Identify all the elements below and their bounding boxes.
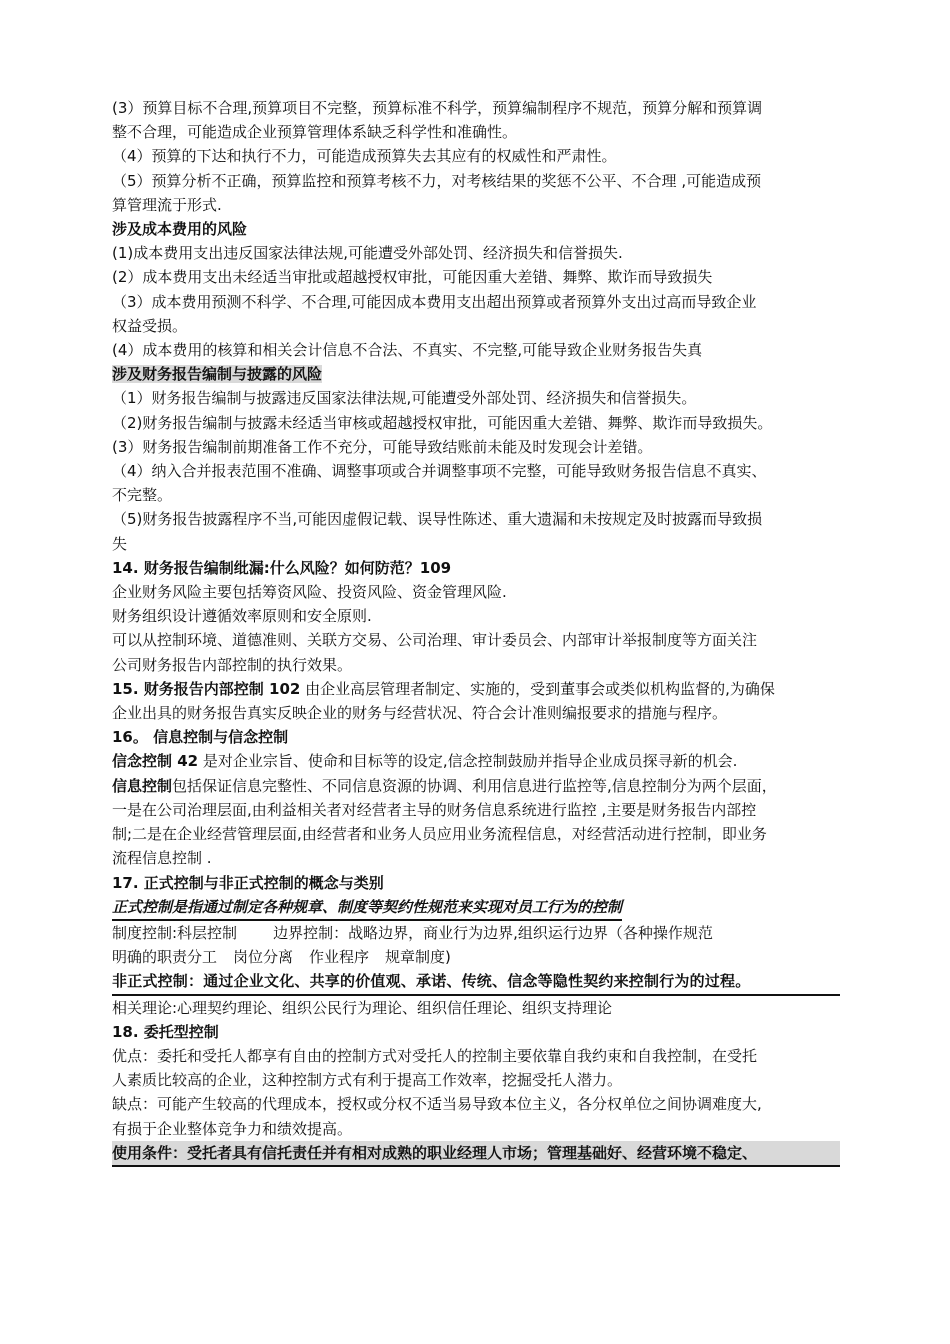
- report-risk-2: （2)财务报告编制与披露未经适当审核或超越授权审批，可能因重大差错、舞弊、欺诈而导致损失。: [112, 413, 773, 432]
- report-risk-4-line1: （4）纳入合并报表范围不准确、调整事项或合并调整事项不完整，可能导致财务报告信息不真实、: [112, 462, 767, 481]
- section-16-line5: 流程信息控制 .: [112, 849, 212, 868]
- duty-division: 明确的职责分工: [112, 948, 218, 967]
- section-14-line3: 可以从控制环境、道德准则、关联方交易、公司治理、审计委员会、内部审计举报制度等方面关注: [112, 631, 758, 650]
- section-16-line4: 制;二是在企业经营管理层面,由经营者和业务人员应用业务流程信息，对经营活动进行控制，即业务: [112, 825, 767, 844]
- info-control-term: 信息控制: [112, 776, 173, 795]
- section-14-heading: 14. 财务报告编制纰漏:什么风险？如何防范？109: [112, 558, 452, 577]
- report-risk-5-line1: （5)财务报告披露程序不当,可能因虚假记载、误导性陈述、重大遗漏和未按规定及时披露而导致损: [112, 510, 763, 529]
- work-procedure: 作业程序: [309, 948, 370, 967]
- section-18-disadvantages-line2: 有损于企业整体竞争力和绩效提高。: [112, 1119, 353, 1138]
- budget-risk-5-line1: （5）预算分析不正确，预算监控和预算考核不力，对考核结果的奖惩不公平、不合理 ,可能造成预: [112, 171, 762, 190]
- cost-risk-2: (2）成本费用支出未经适当审批或超越授权审批，可能因重大差错、舞弊、欺诈而导致损失: [112, 268, 713, 287]
- section-15-line1: [112, 677, 840, 701]
- section-18-heading: 18. 委托型控制: [112, 1022, 219, 1041]
- boundary-control: 边界控制：战略边界，商业行为边界,组织运行边界（各种操作规范: [273, 923, 713, 942]
- section-16-line3: 一是在公司治理层面,由利益相关者对经营者主导的财务信息系统进行监控 ,主要是财务报告内部控: [112, 800, 757, 819]
- cost-risk-1: (1)成本费用支出违反国家法律法规,可能遭受外部处罚、经济损失和信誉损失.: [112, 244, 623, 263]
- budget-risk-3-line1: (3）预算目标不合理,预算项目不完整，预算标准不科学，预算编制程序不规范，预算分解和预算调: [112, 99, 763, 117]
- section-14-line2: 财务组织设计遵循效率原则和安全原则.: [112, 607, 372, 626]
- section-17-theory: 相关理论:心理契约理论、组织公民行为理论、组织信任理论、组织支持理论: [112, 998, 613, 1017]
- section-18-conditions: 使用条件：受托者具有信托责任并有相对成熟的职业经理人市场；管理基础好、经营环境不稳定、: [112, 1141, 840, 1167]
- section-14-line4: 公司财务报告内部控制的执行效果。: [112, 655, 353, 674]
- section-17-types-line1: [112, 921, 840, 945]
- section-18-disadvantages-line1: 缺点：可能产生较高的代理成本，授权或分权不适当易导致本位主义，各分权单位之间协调难度大,: [112, 1095, 762, 1114]
- belief-control-term: 信念控制 42: [112, 752, 199, 771]
- report-risk-1: （1）财务报告编制与披露违反国家法律法规,可能遭受外部处罚、经济损失和信誉损失。: [112, 389, 697, 408]
- document-page: [112, 96, 840, 1167]
- section-17-types-line2: [112, 945, 840, 969]
- section-15-line2: 企业出具的财务报告真实反映企业的财务与经营状况、符合会计准则编报要求的措施与程序。: [112, 704, 728, 723]
- section-18-advantages-line2: 人素质比较高的企业，这种控制方式有利于提高工作效率，挖掘受托人潜力。: [112, 1071, 623, 1090]
- report-risk-heading: 涉及财务报告编制与披露的风险: [112, 365, 323, 384]
- budget-risk-3-line2: 整不合理，可能造成企业预算管理体系缺乏科学性和准确性。: [112, 123, 518, 142]
- budget-risk-4: （4）预算的下达和执行不力，可能造成预算失去其应有的权威性和严肃性。: [112, 147, 617, 166]
- section-16-heading: 16。 信息控制与信念控制: [112, 728, 289, 747]
- belief-control-text: 是对企业宗旨、使命和目标等的设定,信念控制鼓励并指导企业成员探寻新的机会.: [198, 752, 738, 771]
- info-control-text: 包括保证信息完整性、不同信息资源的协调、利用信息进行监控等,信息控制分为两个层面，: [172, 776, 777, 795]
- post-separation: 岗位分离: [233, 948, 294, 967]
- budget-risk-5-line2: 算管理流于形式.: [112, 195, 222, 214]
- cost-risk-3-line2: 权益受损。: [112, 316, 188, 335]
- section-14-line1: 企业财务风险主要包括筹资风险、投资风险、资金管理风险.: [112, 583, 507, 602]
- cost-risk-4: (4）成本费用的核算和相关会计信息不合法、不真实、不完整,可能导致企业财务报告失真: [112, 341, 703, 360]
- section-16-line1: [112, 749, 840, 773]
- report-risk-4-line2: 不完整。: [112, 486, 173, 505]
- rules-system: 规章制度): [385, 948, 451, 967]
- informal-control-definition: 非正式控制：通过企业文化、共享的价值观、承诺、传统、信念等隐性契约来控制行为的过程。: [112, 969, 840, 995]
- cost-risk-3-line1: （3）成本费用预测不科学、不合理,可能因成本费用支出超出预算或者预算外支出过高而导致企业: [112, 292, 757, 311]
- report-risk-3: (3）财务报告编制前期准备工作不充分，可能导致结账前未能及时发现会计差错。: [112, 437, 653, 456]
- cost-risk-heading: 涉及成本费用的风险: [112, 220, 248, 239]
- report-risk-5-line2: 失: [112, 534, 128, 553]
- section-18-advantages-line1: 优点：委托和受托人都享有自由的控制方式对受托人的控制主要依靠自我约束和自我控制，在受托: [112, 1046, 758, 1065]
- section-15-heading: 15. 财务报告内部控制 102: [112, 679, 301, 698]
- section-16-line2: [112, 774, 840, 798]
- section-17-heading: 17. 正式控制与非正式控制的概念与类别: [112, 873, 384, 892]
- institutional-control: 制度控制:科层控制: [112, 923, 238, 942]
- section-15-text: 由企业高层管理者制定、实施的，受到董事会或类似机构监督的,为确保: [300, 679, 775, 698]
- formal-control-definition: 正式控制是指通过制定各种规章、制度等契约性规范来实现对员工行为的控制: [112, 895, 622, 921]
